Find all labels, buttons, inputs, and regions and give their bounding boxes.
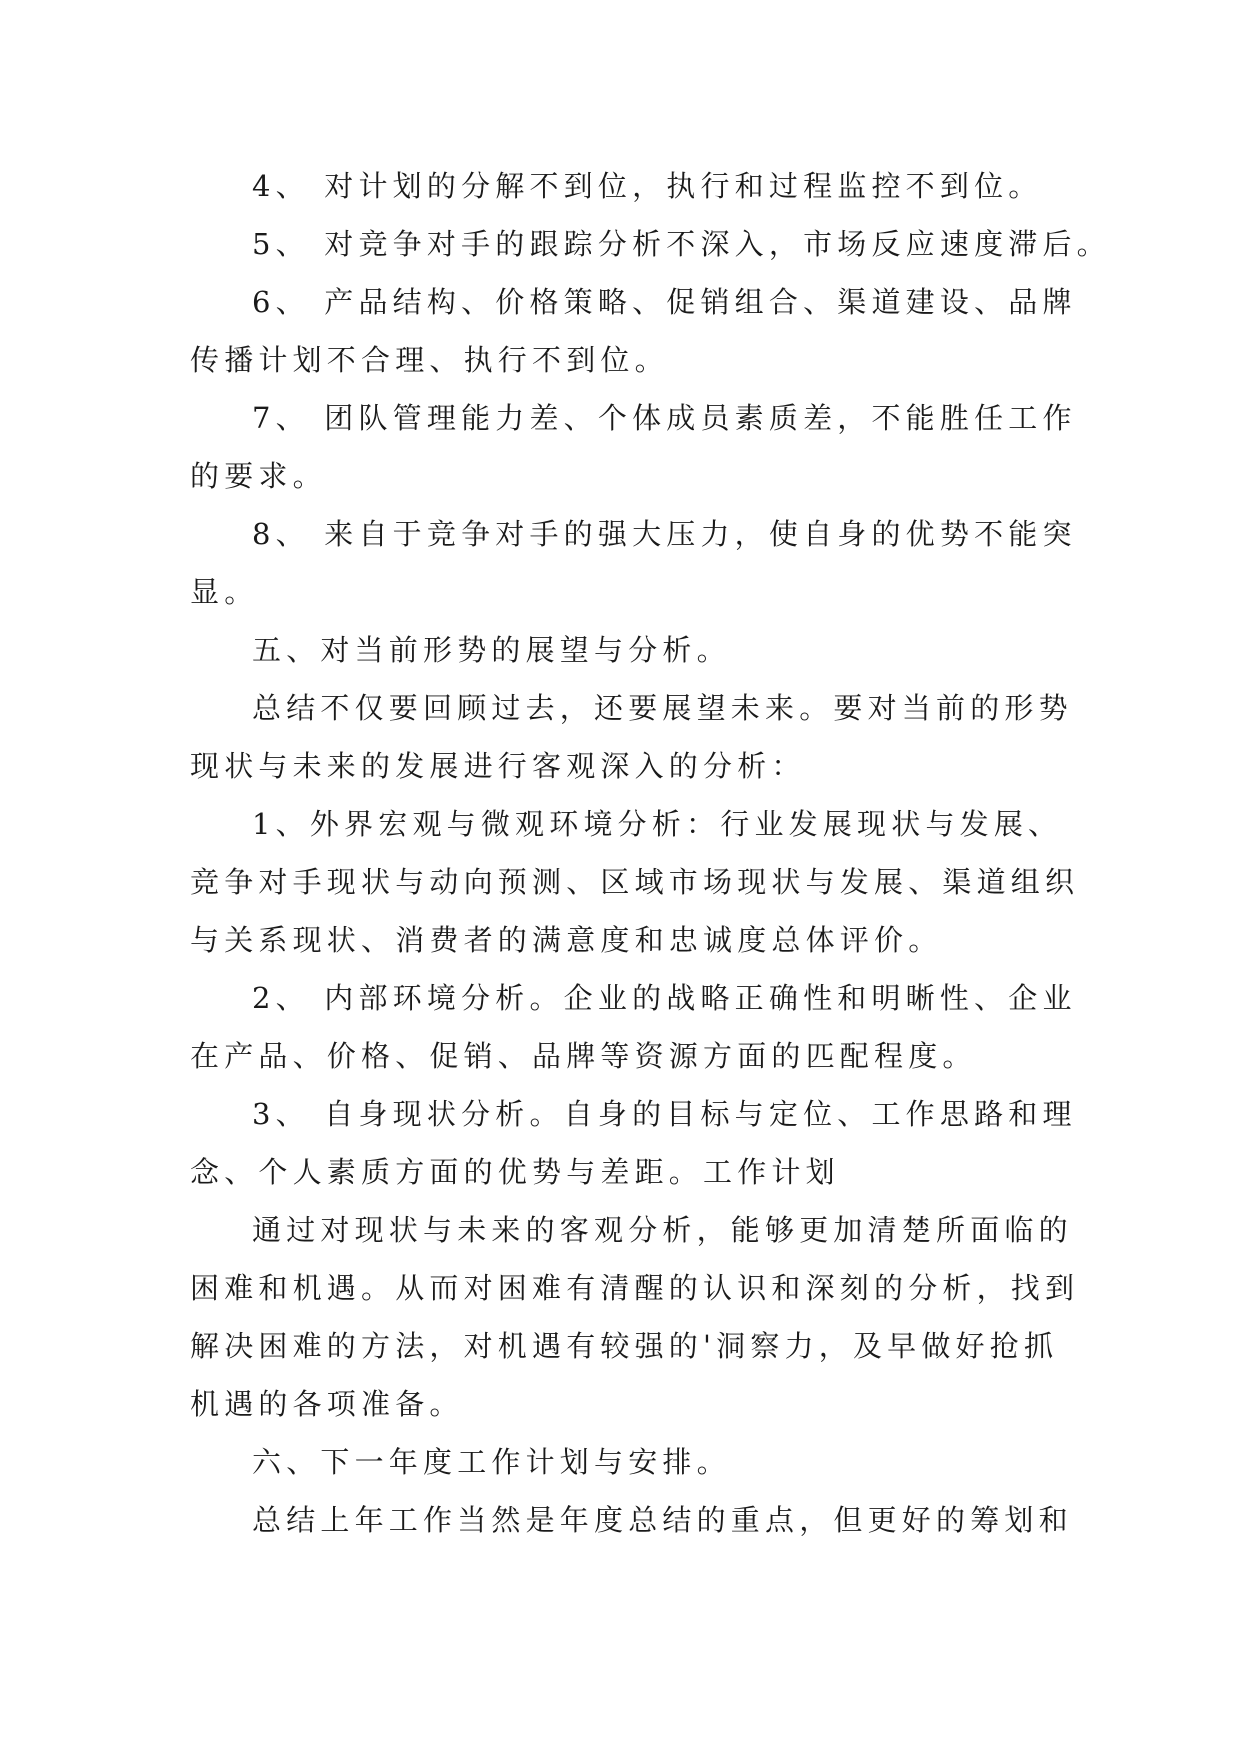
list-item-8-continued: 显。	[190, 575, 259, 609]
analysis-item-3: 3、 自身现状分析。自身的目标与定位、工作思路和理	[252, 1097, 1077, 1131]
paragraph-line: 总结不仅要回顾过去，还要展望未来。要对当前的形势	[252, 691, 1073, 725]
paragraph-line: 困难和机遇。从而对困难有清醒的认识和深刻的分析，找到	[190, 1271, 1080, 1305]
list-item-8: 8、 来自于竞争对手的强大压力，使自身的优势不能突	[252, 517, 1077, 551]
section-heading-5: 五、对当前形势的展望与分析。	[252, 633, 731, 667]
paragraph-line: 通过对现状与未来的客观分析，能够更加清楚所面临的	[252, 1213, 1073, 1247]
list-item-6: 6、 产品结构、价格策略、促销组合、渠道建设、品牌	[252, 285, 1077, 319]
analysis-item-1-continued: 竞争对手现状与动向预测、区域市场现状与发展、渠道组织	[190, 865, 1080, 899]
analysis-item-3-continued: 念、个人素质方面的优势与差距。工作计划	[190, 1155, 840, 1189]
analysis-item-1: 1、外界宏观与微观环境分析：行业发展现状与发展、	[252, 807, 1063, 841]
paragraph-line: 总结上年工作当然是年度总结的重点，但更好的筹划和	[252, 1503, 1073, 1537]
list-item-5: 5、 对竞争对手的跟踪分析不深入，市场反应速度滞后。	[252, 227, 1111, 261]
list-item-6-continued: 传播计划不合理、执行不到位。	[190, 343, 669, 377]
analysis-item-1-continued: 与关系现状、消费者的满意度和忠诚度总体评价。	[190, 923, 943, 957]
paragraph-line: 机遇的各项准备。	[190, 1387, 464, 1421]
paragraph-line: 解决困难的方法，对机遇有较强的'洞察力，及早做好抢抓	[190, 1329, 1059, 1363]
list-item-7: 7、 团队管理能力差、个体成员素质差，不能胜任工作	[252, 401, 1077, 435]
analysis-item-2: 2、 内部环境分析。企业的战略正确性和明晰性、企业	[252, 981, 1077, 1015]
paragraph-line: 现状与未来的发展进行客观深入的分析：	[190, 749, 806, 783]
list-item-7-continued: 的要求。	[190, 459, 327, 493]
section-heading-6: 六、下一年度工作计划与安排。	[252, 1445, 731, 1479]
list-item-4: 4、 对计划的分解不到位，执行和过程监控不到位。	[252, 169, 1043, 203]
analysis-item-2-continued: 在产品、价格、促销、品牌等资源方面的匹配程度。	[190, 1039, 977, 1073]
